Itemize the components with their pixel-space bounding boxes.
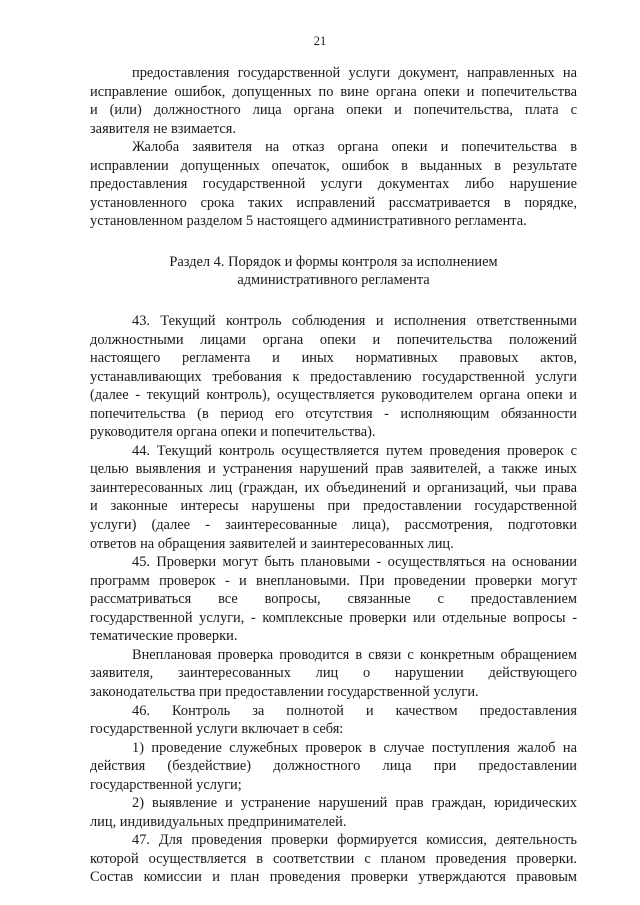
text-line: государственной услуги, - комплексные проверки или отдельные вопросы - [90, 609, 577, 626]
text-line: (далее - текущий контроль), осуществляется руководителем органа опеки и [90, 387, 577, 404]
text-line: исправлении допущенных опечаток, ошибок в выданных в результате [90, 157, 577, 174]
text-line: 47. Для проведения проверки формируется комиссия, деятельность [132, 832, 577, 849]
text-line: государственной услуги; [90, 776, 242, 793]
text-line: законодательства при предоставлении государственной услуги. [90, 683, 479, 700]
text-line: целью выявления и устранения нарушений прав заявителей, а также иных [90, 461, 577, 478]
text-line: заявителя, заинтересованных лиц о нарушении действующего [90, 665, 577, 682]
paragraph [90, 138, 577, 231]
text-line: должностными лицами органа опеки и попечительства положений [90, 331, 577, 348]
text-line: настоящего регламента и иных нормативных правовых актов, [90, 350, 577, 367]
text-line: действия (бездействие) должностного лица при предоставлении [90, 758, 577, 775]
text-line: попечительства (в период его отсутствия - исполняющим обязанности [90, 405, 577, 422]
paragraph [90, 646, 577, 702]
text-line: 44. Текущий контроль осуществляется путем проведения проверок с [132, 442, 577, 459]
page-number: 21 [313, 34, 327, 48]
text-line: 43. Текущий контроль соблюдения и исполнения ответственными [132, 313, 577, 330]
text-line: которой осуществляется в соответствии с планом проведения проверки. [90, 850, 577, 867]
heading-line: административного регламента [237, 272, 430, 289]
text-line: 1) проведение служебных проверок в случае поступления жалоб на [132, 739, 577, 756]
text-line: исправление ошибок, допущенных по вине органа опеки и попечительства [90, 83, 577, 100]
text-line: и законные интересы нарушены при предоставлении государственной [90, 498, 577, 515]
text-line: 45. Проверки могут быть плановыми - осуществляться на основании [132, 554, 577, 571]
text-line: услуги) (далее - заинтересованные лица), рассмотрения, подготовки [90, 517, 577, 534]
paragraph [90, 702, 577, 739]
text-line: предоставления государственной услуги документах либо нарушение [90, 176, 577, 193]
paragraph [90, 442, 577, 553]
text-line: предоставления государственной услуги документ, направленных на [132, 65, 577, 81]
heading-line: Раздел 4. Порядок и формы контроля за исполнением [169, 253, 498, 270]
text-line: заинтересованных лиц (граждан, их объединений и организаций, чьи права [90, 479, 577, 496]
text-line: программ проверок - и внеплановыми. При проведении проверки могут [90, 572, 577, 589]
text-line: государственной услуги включает в себя: [90, 721, 344, 738]
paragraph [90, 64, 577, 138]
section-heading [90, 253, 577, 290]
paragraph [90, 312, 577, 442]
paragraph [90, 794, 577, 831]
text-line: устанавливающих требования к предоставлению государственной услуги [90, 368, 577, 385]
paragraph [90, 739, 577, 795]
text-line: 2) выявление и устранение нарушений прав граждан, юридических [132, 795, 577, 812]
text-line: Состав комиссии и план проведения проверки утверждаются правовым [90, 869, 577, 886]
paragraph [90, 553, 577, 646]
text-line: Внеплановая проверка проводится в связи с конкретным обращением [132, 646, 577, 663]
body-text [90, 64, 577, 887]
text-line: Жалоба заявителя на отказ органа опеки и попечительства в [132, 139, 577, 156]
text-line: 46. Контроль за полнотой и качеством предоставления [132, 702, 577, 719]
text-line: и (или) должностного лица органа опеки и попечительства, плата с [90, 102, 577, 119]
text-line: заявителя не взимается. [90, 120, 236, 137]
text-line: установленном разделом 5 настоящего административного регламента. [90, 213, 527, 230]
text-line: руководителя органа опеки и попечительства). [90, 424, 376, 441]
text-line: ответов на обращения заявителей и заинтересованных лиц. [90, 535, 454, 552]
paragraph [90, 831, 577, 887]
text-line: тематические проверки. [90, 628, 238, 645]
text-line: установленного срока таких исправлений рассматривается в порядке, [90, 194, 577, 211]
text-line: лиц, индивидуальных предпринимателей. [90, 813, 347, 830]
text-line: рассматриваться все вопросы, связанные с предоставлением [90, 591, 577, 608]
